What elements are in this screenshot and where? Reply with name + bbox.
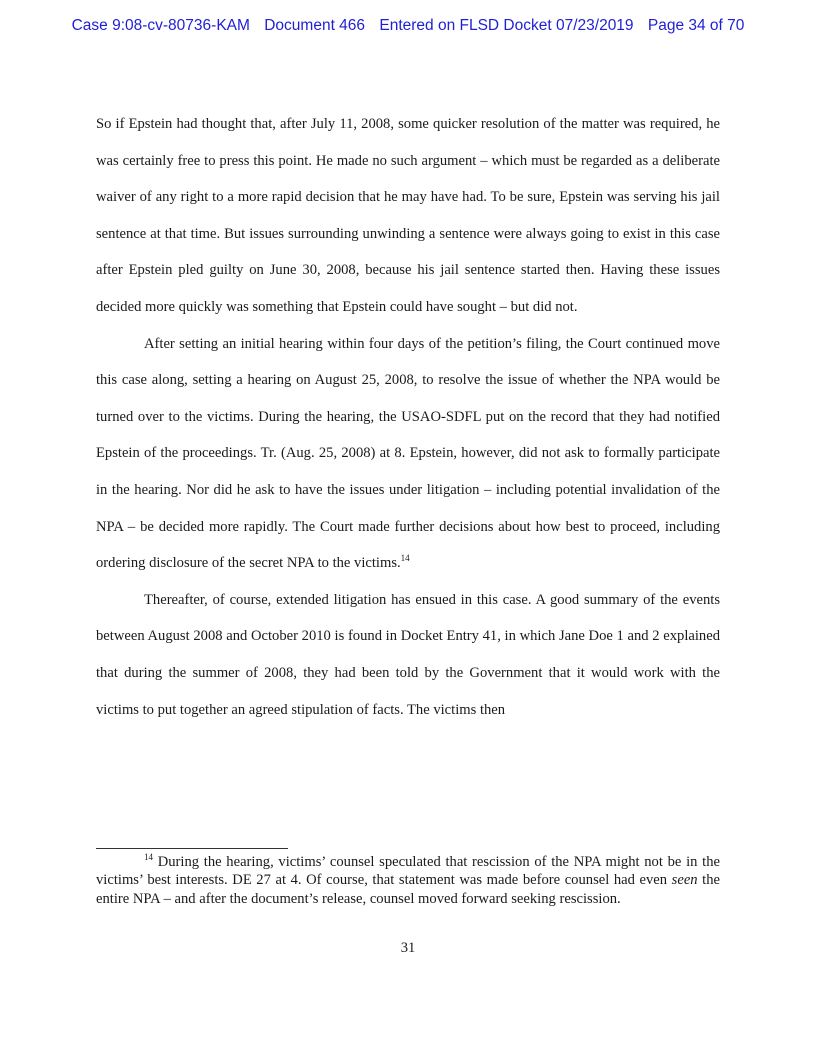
paragraph-1: So if Epstein had thought that, after July 11, 2008, some quicker resolution of the matter was required, he was certainly free to press this point. He made no such argument – which must be regarded as a deliberate waiver of any right to a more rapid decision that he may have had. To be sure, Epstein was serving his jail sentence at that time. But issues surrounding unwinding a sentence were always going to exist in this case after Epstein pled guilty on June 30, 2008, because his jail sentence started then. Having these issues decided more quickly was something that Epstein could have sought – but did not. [96, 116, 720, 315]
paragraph-3: Thereafter, of course, extended litigation has ensued in this case. A good summary of the events between August 2008 and October 2010 is found in Docket Entry 41, in which Jane Doe 1 and 2 explained that during the summer of 2008, they had been told by the Government that it would work with the victims to put together an agreed stipulation of facts. The victims then [96, 591, 720, 718]
document-number: Document 466 [264, 17, 366, 34]
footnote-number: 14 [144, 852, 153, 862]
footnote-ref-14[interactable]: 14 [400, 553, 410, 564]
footnote-14 [96, 853, 720, 908]
case-number: Case 9:08-cv-80736-KAM [71, 17, 250, 34]
page-indicator: Page 34 of 70 [647, 17, 745, 34]
paragraph-2 [96, 326, 720, 582]
docket-header [0, 17, 816, 35]
footnote-divider [96, 848, 288, 849]
footnote-text-before: During the hearing, victims’ counsel speculated that rescission of the NPA might not be in the victims’ best interests. DE 27 at 4. Of course, that statement was made before counsel had even [96, 854, 720, 889]
footnote-text-after: the entire NPA – and after the document’s release, counsel moved forward seeking rescission. [96, 872, 721, 907]
paragraph-2-text: After setting an initial hearing within four days of the petition’s filing, the Court continued move this case along, setting a hearing on August 25, 2008, to resolve the issue of whether the NPA would be turned over to the victims. During the hearing, the USAO-SDFL put on the record that they had notified Epstein of the proceedings. Tr. (Aug. 25, 2008) at 8. Epstein, however, did not ask to formally participate in the hearing. Nor did he ask to have the issues under litigation – including potential invalidation of the NPA – be decided more rapidly. The Court made further decisions about how best to proceed, including ordering disclosure of the secret NPA to the victims. [96, 335, 720, 572]
docket-entry: Entered on FLSD Docket 07/23/2019 [379, 17, 634, 34]
footnote-emphasis: seen [671, 872, 698, 889]
opinion-body [96, 106, 720, 728]
page-number: 31 [400, 940, 416, 956]
